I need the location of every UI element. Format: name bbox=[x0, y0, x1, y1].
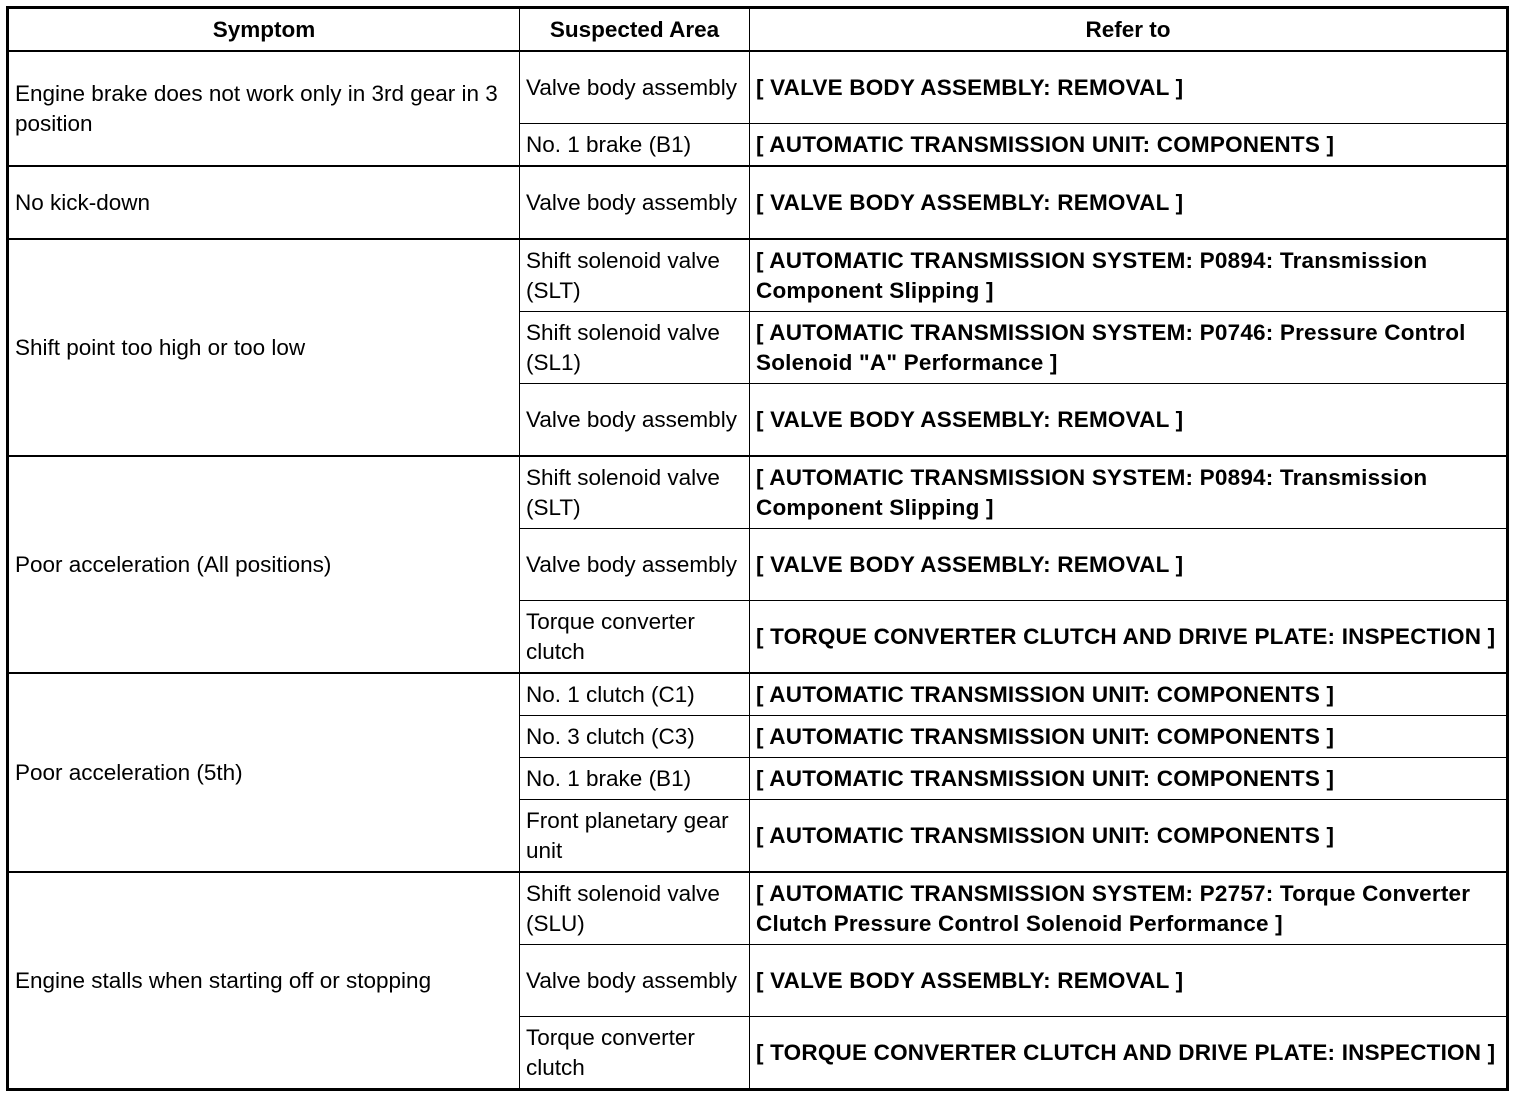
table-row bbox=[8, 166, 1508, 239]
symptom-cell: No kick-down bbox=[8, 166, 520, 239]
suspected-area-cell: Shift solenoid valve (SLT) bbox=[520, 239, 750, 312]
suspected-area-cell: Shift solenoid valve (SLT) bbox=[520, 456, 750, 529]
table-row bbox=[8, 673, 1508, 716]
table-row bbox=[8, 51, 1508, 124]
refer-to-cell: [ AUTOMATIC TRANSMISSION UNIT: COMPONENTS ] bbox=[750, 716, 1508, 758]
symptom-cell: Shift point too high or too low bbox=[8, 239, 520, 456]
refer-to-cell: [ AUTOMATIC TRANSMISSION SYSTEM: P2757: Torque Converter Clutch Pressure Control Solenoid Performance ] bbox=[750, 872, 1508, 945]
suspected-area-cell: Valve body assembly bbox=[520, 529, 750, 601]
refer-to-cell: [ VALVE BODY ASSEMBLY: REMOVAL ] bbox=[750, 166, 1508, 239]
header-suspected-area: Suspected Area bbox=[520, 8, 750, 52]
refer-to-cell: [ AUTOMATIC TRANSMISSION UNIT: COMPONENTS ] bbox=[750, 758, 1508, 800]
refer-to-cell: [ VALVE BODY ASSEMBLY: REMOVAL ] bbox=[750, 529, 1508, 601]
suspected-area-cell: Torque converter clutch bbox=[520, 1017, 750, 1090]
symptom-cell: Poor acceleration (5th) bbox=[8, 673, 520, 872]
table-row bbox=[8, 456, 1508, 529]
suspected-area-cell: Valve body assembly bbox=[520, 166, 750, 239]
table-row bbox=[8, 872, 1508, 945]
refer-to-cell: [ AUTOMATIC TRANSMISSION SYSTEM: P0894: Transmission Component Slipping ] bbox=[750, 456, 1508, 529]
header-row bbox=[8, 8, 1508, 52]
refer-to-cell: [ AUTOMATIC TRANSMISSION SYSTEM: P0894: Transmission Component Slipping ] bbox=[750, 239, 1508, 312]
suspected-area-cell: Valve body assembly bbox=[520, 51, 750, 124]
suspected-area-cell: No. 3 clutch (C3) bbox=[520, 716, 750, 758]
table-row bbox=[8, 239, 1508, 312]
header-refer-to: Refer to bbox=[750, 8, 1508, 52]
refer-to-cell: [ VALVE BODY ASSEMBLY: REMOVAL ] bbox=[750, 51, 1508, 124]
suspected-area-cell: No. 1 brake (B1) bbox=[520, 758, 750, 800]
suspected-area-cell: Valve body assembly bbox=[520, 945, 750, 1017]
refer-to-cell: [ AUTOMATIC TRANSMISSION SYSTEM: P0746: Pressure Control Solenoid "A" Performance ] bbox=[750, 312, 1508, 384]
suspected-area-cell: Torque converter clutch bbox=[520, 601, 750, 674]
suspected-area-cell: Shift solenoid valve (SLU) bbox=[520, 872, 750, 945]
refer-to-cell: [ VALVE BODY ASSEMBLY: REMOVAL ] bbox=[750, 384, 1508, 457]
refer-to-cell: [ AUTOMATIC TRANSMISSION UNIT: COMPONENTS ] bbox=[750, 800, 1508, 873]
symptom-cell: Engine brake does not work only in 3rd gear in 3 position bbox=[8, 51, 520, 166]
header-symptom: Symptom bbox=[8, 8, 520, 52]
refer-to-cell: [ TORQUE CONVERTER CLUTCH AND DRIVE PLATE: INSPECTION ] bbox=[750, 601, 1508, 674]
refer-to-cell: [ TORQUE CONVERTER CLUTCH AND DRIVE PLATE: INSPECTION ] bbox=[750, 1017, 1508, 1090]
symptom-cell: Engine stalls when starting off or stopping bbox=[8, 872, 520, 1090]
suspected-area-cell: Valve body assembly bbox=[520, 384, 750, 457]
symptom-cell: Poor acceleration (All positions) bbox=[8, 456, 520, 673]
refer-to-cell: [ VALVE BODY ASSEMBLY: REMOVAL ] bbox=[750, 945, 1508, 1017]
suspected-area-cell: Shift solenoid valve (SL1) bbox=[520, 312, 750, 384]
symptom-table bbox=[6, 6, 1509, 1091]
suspected-area-cell: No. 1 brake (B1) bbox=[520, 124, 750, 167]
suspected-area-cell: Front planetary gear unit bbox=[520, 800, 750, 873]
refer-to-cell: [ AUTOMATIC TRANSMISSION UNIT: COMPONENTS ] bbox=[750, 124, 1508, 167]
refer-to-cell: [ AUTOMATIC TRANSMISSION UNIT: COMPONENTS ] bbox=[750, 673, 1508, 716]
suspected-area-cell: No. 1 clutch (C1) bbox=[520, 673, 750, 716]
